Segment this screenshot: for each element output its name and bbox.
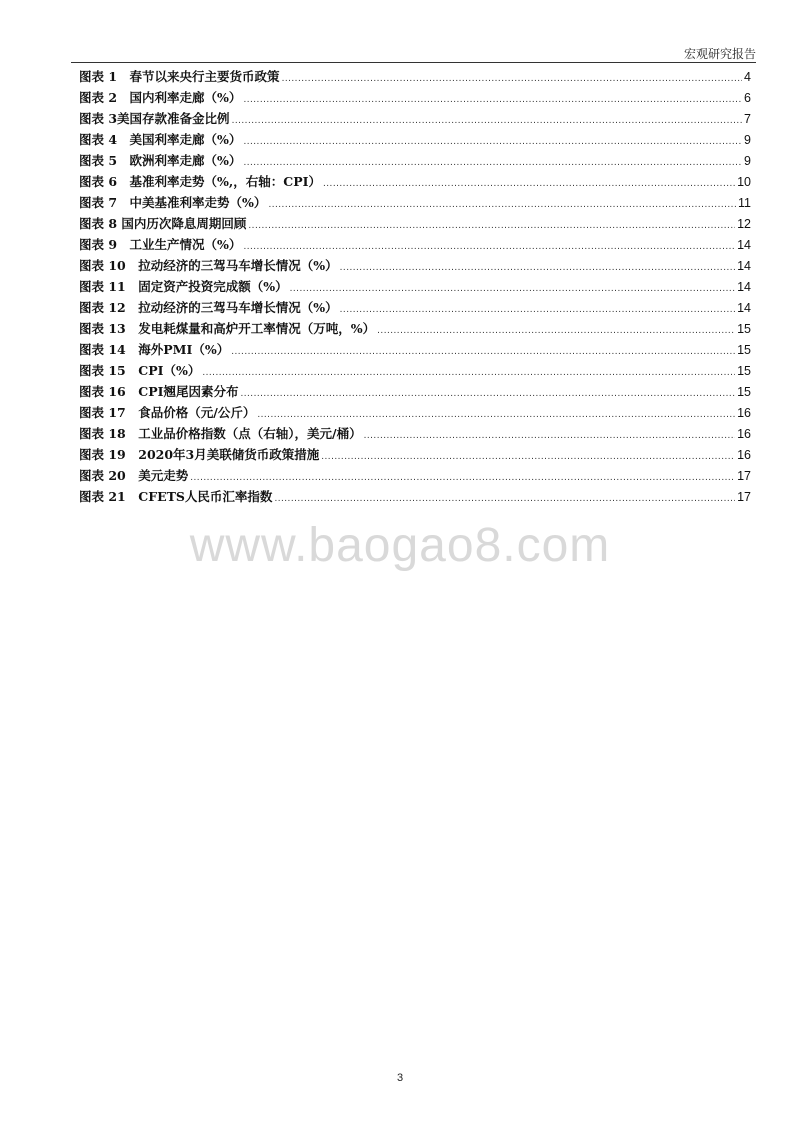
toc-entry-label: 图表 18 工业品价格指数（点（右轴），美元/桶）: [79, 426, 362, 441]
toc-leader: [232, 110, 742, 131]
toc-entry-label: 图表 6 基准利率走势（%,，右轴：CPI）: [79, 174, 321, 189]
toc-entry-page: 10: [737, 175, 751, 189]
toc-leader: [377, 320, 735, 341]
toc-entry-page: 15: [737, 322, 751, 336]
toc-entry-label: 图表 17 食品价格（元/公斤）: [79, 405, 256, 420]
toc-entry[interactable]: [79, 255, 751, 276]
toc-leader: [243, 236, 735, 257]
toc-entry[interactable]: [79, 171, 751, 192]
toc-entry[interactable]: [79, 444, 751, 465]
toc-entry-label: 图表 5 欧洲利率走廊（%）: [79, 153, 242, 168]
toc-entry-page: 11: [738, 196, 751, 210]
toc-entry-page: 9: [744, 133, 751, 147]
toc-entry-label: 图表 14 海外PMI（%）: [79, 342, 230, 357]
toc-entry[interactable]: [79, 129, 751, 150]
toc-entry[interactable]: [79, 339, 751, 360]
toc-leader: [243, 152, 742, 173]
toc-leader: [248, 215, 735, 236]
toc-entry-label: 图表 16 CPI翘尾因素分布: [79, 384, 239, 399]
toc-entry[interactable]: [79, 465, 751, 486]
toc-leader: [364, 425, 736, 446]
toc-entry[interactable]: [79, 297, 751, 318]
toc-leader: [290, 278, 735, 299]
toc-entry-page: 15: [737, 364, 751, 378]
toc-entry-label: 图表 15 CPI（%）: [79, 363, 201, 378]
toc-entry[interactable]: [79, 402, 751, 423]
toc-leader: [240, 383, 735, 404]
figure-index: [79, 66, 751, 507]
toc-entry-page: 14: [737, 238, 751, 252]
toc-entry-page: 17: [737, 469, 751, 483]
toc-entry-label: 图表 11 固定资产投资完成额（%）: [79, 279, 288, 294]
toc-leader: [340, 299, 735, 320]
toc-entry-page: 16: [737, 406, 751, 420]
toc-entry-page: 14: [737, 259, 751, 273]
header-divider: [71, 62, 756, 63]
toc-entry-label: 图表 4 美国利率走廊（%）: [79, 132, 242, 147]
toc-entry[interactable]: [79, 192, 751, 213]
page-number: 3: [396, 1072, 404, 1084]
toc-leader: [323, 173, 735, 194]
toc-entry-page: 15: [737, 385, 751, 399]
toc-entry-page: 16: [737, 448, 751, 462]
toc-entry-page: 4: [744, 70, 751, 84]
toc-entry-page: 9: [744, 154, 751, 168]
toc-entry-page: 12: [737, 217, 751, 231]
toc-entry-label: 图表 10 拉动经济的三驾马车增长情况（%）: [79, 258, 338, 273]
toc-entry-label: 图表 12 拉动经济的三驾马车增长情况（%）: [79, 300, 338, 315]
toc-entry-page: 17: [737, 490, 751, 504]
toc-entry-page: 14: [737, 280, 751, 294]
toc-entry-page: 16: [737, 427, 751, 441]
toc-entry-label: 图表 20 美元走势: [79, 468, 189, 483]
header-title: 宏观研究报告: [683, 47, 756, 61]
toc-entry[interactable]: [79, 360, 751, 381]
toc-leader: [190, 467, 735, 488]
toc-entry[interactable]: [79, 486, 751, 507]
toc-entry-label: 图表 7 中美基准利率走势（%）: [79, 195, 267, 210]
toc-entry-label: 图表 8 国内历次降息周期回顾: [79, 216, 247, 231]
toc-entry-page: 7: [744, 112, 751, 126]
toc-entry[interactable]: [79, 381, 751, 402]
toc-entry-label: 图表 21 CFETS人民币汇率指数: [79, 489, 273, 504]
toc-entry-label: 图表 2 国内利率走廊（%）: [79, 90, 242, 105]
toc-entry-label: 图表 1 春节以来央行主要货币政策: [79, 69, 280, 84]
toc-entry-label: 图表 9 工业生产情况（%）: [79, 237, 242, 252]
toc-leader: [321, 446, 735, 467]
toc-leader: [243, 89, 742, 110]
toc-entry-page: 14: [737, 301, 751, 315]
toc-entry-page: 15: [737, 343, 751, 357]
toc-leader: [243, 131, 742, 152]
toc-entry[interactable]: [79, 213, 751, 234]
toc-leader: [282, 68, 742, 89]
toc-leader: [231, 341, 735, 362]
toc-entry[interactable]: [79, 66, 751, 87]
toc-entry-label: 图表 3美国存款准备金比例: [79, 111, 230, 126]
toc-entry-label: 图表 19 2020年3月美联储货币政策措施: [79, 447, 320, 462]
toc-entry[interactable]: [79, 150, 751, 171]
toc-entry-label: 图表 13 发电耗煤量和高炉开工率情况（万吨，%）: [79, 321, 376, 336]
toc-leader: [268, 194, 736, 215]
toc-leader: [257, 404, 735, 425]
toc-entry[interactable]: [79, 423, 751, 444]
toc-entry[interactable]: [79, 108, 751, 129]
toc-entry-page: 6: [744, 91, 751, 105]
toc-entry[interactable]: [79, 87, 751, 108]
toc-entry[interactable]: [79, 318, 751, 339]
watermark: www.baogao8.com: [189, 519, 611, 572]
toc-leader: [202, 362, 735, 383]
toc-leader: [340, 257, 735, 278]
toc-leader: [274, 488, 735, 509]
toc-entry[interactable]: [79, 276, 751, 297]
toc-entry[interactable]: [79, 234, 751, 255]
